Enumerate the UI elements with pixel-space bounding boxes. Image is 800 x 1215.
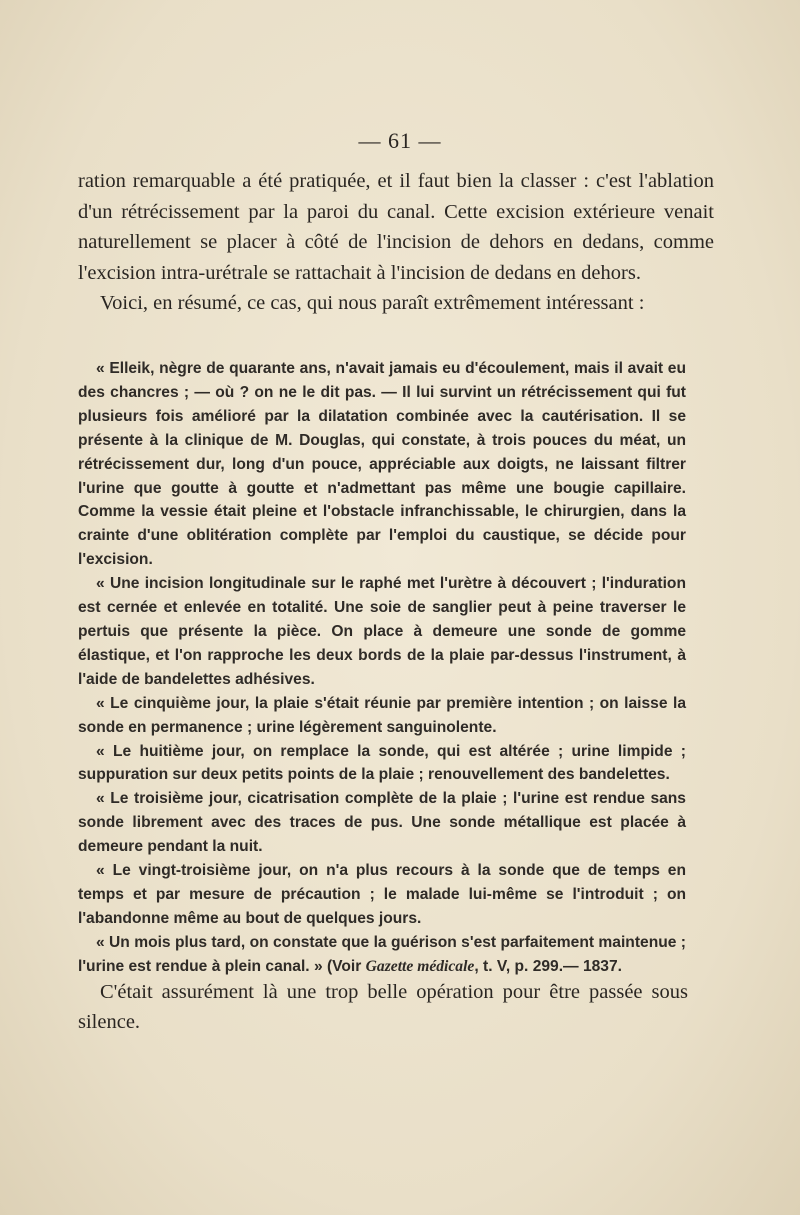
case-paragraph: « Le troisième jour, cicatrisation complète de la plaie ; l'urine est rendue sans sonde librement avec des traces de pus. Une sonde métallique est placée à demeure pendant la nuit. xyxy=(78,790,686,856)
intro-paragraph: ration remarquable a été pratiquée, et il faut bien la classer : c'est l'ablation d'un rétrécissement par la paroi du canal. Cette excision extérieure venait naturellement se placer à côté de l'incision de dehors en dedans, comme l'excision intra-urétrale se rattachait à l'incision de dedans en dehors. xyxy=(78,170,714,284)
conclusion-paragraph: C'était assurément là une trop belle opération pour être passée sous silence. xyxy=(78,981,688,1033)
intro-text xyxy=(78,166,714,319)
case-paragraph-final xyxy=(78,931,686,979)
journal-title: Gazette médicale xyxy=(365,957,475,975)
citation-tail: , t. V, p. 299.— 1837. xyxy=(474,957,622,975)
case-final-text: « Un mois plus tard, on constate que la guérison s'est parfaitement maintenue ; l'urine est rendue à plein canal. » (Voir xyxy=(78,933,686,975)
case-paragraph: « Le vingt-troisième jour, on n'a plus recours à la sonde que de temps en temps et par mesure de précaution ; le malade lui-même se l'introduit ; on l'abandonne même au bout de quelques jours. xyxy=(78,862,686,927)
page-number: — 61 — xyxy=(358,128,442,153)
case-paragraph: « Une incision longitudinale sur le raphé met l'urètre à découvert ; l'induration est cernée et enlevée en totalité. Une soie de sanglier peut à peine traverser le pertuis que présente la pièce. On place à demeure une sonde de gomme élastique, et l'on rapproche les deux bords de la plaie par-dessus l'instrument, à l'aide de bandelettes adhésives. xyxy=(78,575,686,688)
case-paragraph: « Le huitième jour, on remplace la sonde, qui est altérée ; urine limpide ; suppuration sur deux petits points de la plaie ; renouvellement des bandelettes. xyxy=(78,742,686,784)
conclusion-text xyxy=(78,977,688,1037)
case-report xyxy=(78,357,686,979)
intro-paragraph: Voici, en résumé, ce cas, qui nous paraît extrêmement intéressant : xyxy=(100,292,645,314)
case-paragraph: « Elleik, nègre de quarante ans, n'avait jamais eu d'écoulement, mais il avait eu des chancres ; — où ? on ne le dit pas. — Il lui survint un rétrécissement qui fut plusieurs fois amélioré par la dilatation combinée avec la cautérisation. Il se présente à la clinique de M. Douglas, qui constate, à trois pouces du méat, un rétrécissement dur, long d'un pouce, appréciable aux doigts, ne laissant filtrer l'urine que goutte à goutte et n'admettant pas même une bougie capillaire. Comme la vessie était pleine et l'obstacle infranchissable, le chirurgien, dans la crainte d'une oblitération complète par l'emploi du caustique, se décide pour l'excision. xyxy=(78,360,686,569)
case-paragraph: « Le cinquième jour, la plaie s'était réunie par première intention ; on laisse la sonde en permanence ; urine légèrement sanguinolente. xyxy=(78,694,686,736)
